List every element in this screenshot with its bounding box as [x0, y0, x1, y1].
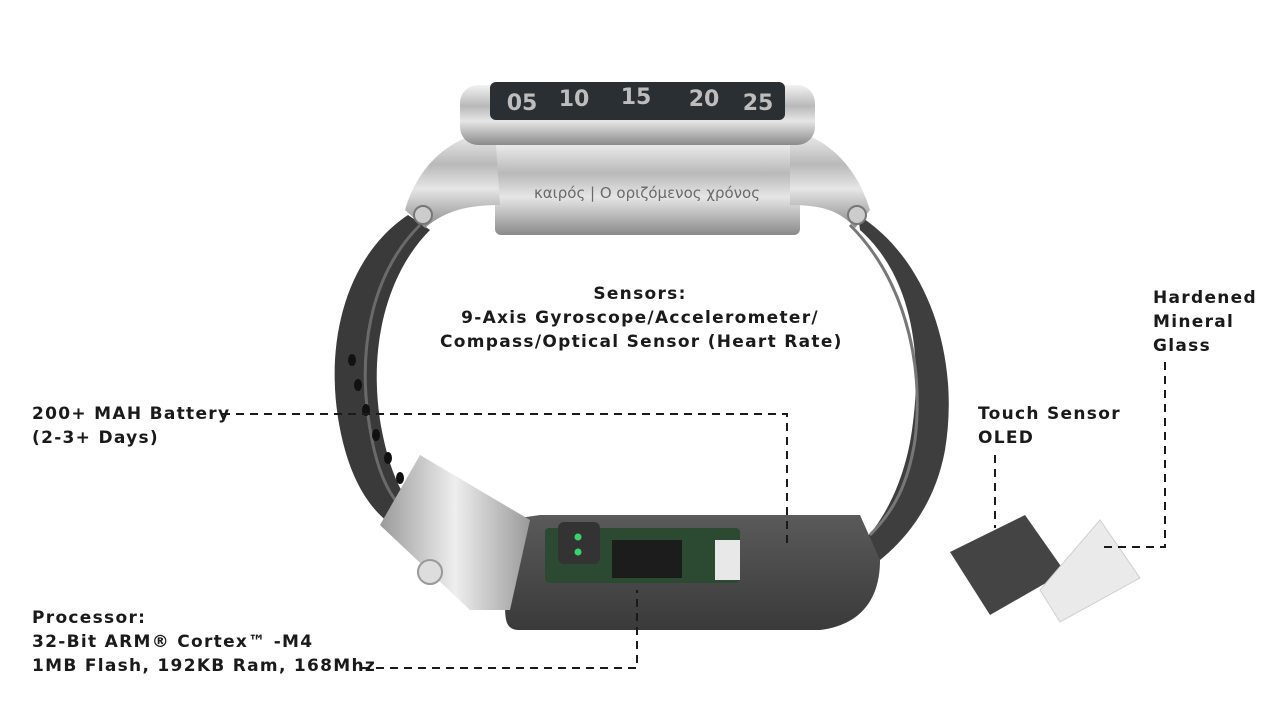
processor-title: Processor: — [32, 608, 147, 628]
glass-line-2: Mineral — [1153, 312, 1235, 332]
dial-number: 20 — [688, 87, 720, 112]
battery-callout — [32, 402, 230, 450]
sensors-title: Sensors: — [593, 284, 687, 304]
battery-title: 200+ MAH Battery — [32, 404, 231, 424]
processor-line-2: 32-Bit ARM® Cortex™ -M4 — [32, 632, 314, 652]
touch-detail: OLED — [978, 428, 1035, 448]
battery-cell — [715, 540, 740, 580]
dial-number: 25 — [742, 91, 774, 116]
optical-sensor — [558, 522, 600, 564]
case-inscription: καιρός | Ο οριζόμενος χρόνος — [533, 184, 761, 202]
strap-band-right — [858, 215, 949, 560]
leader-glass — [1100, 362, 1165, 547]
glass-line-1: Hardened — [1153, 288, 1257, 308]
sensors-line-3: Compass/Optical Sensor (Heart Rate) — [440, 332, 843, 352]
processor-callout — [32, 606, 376, 678]
dial-number: 10 — [558, 87, 590, 112]
glass-line-3: Glass — [1153, 336, 1211, 356]
glass-callout — [1153, 286, 1257, 358]
dial-number: 15 — [620, 85, 652, 110]
battery-detail: (2-3+ Days) — [32, 428, 159, 448]
touch-sensor-callout — [978, 402, 1121, 450]
sensors-line-2: 9-Axis Gyroscope/Accelerometer/ — [461, 308, 819, 328]
dial-number: 05 — [506, 91, 538, 116]
processor-line-3: 1MB Flash, 192KB Ram, 168Mhz — [32, 656, 377, 676]
processor-chip — [612, 540, 682, 578]
touch-title: Touch Sensor — [978, 404, 1121, 424]
sensors-callout — [440, 282, 843, 354]
